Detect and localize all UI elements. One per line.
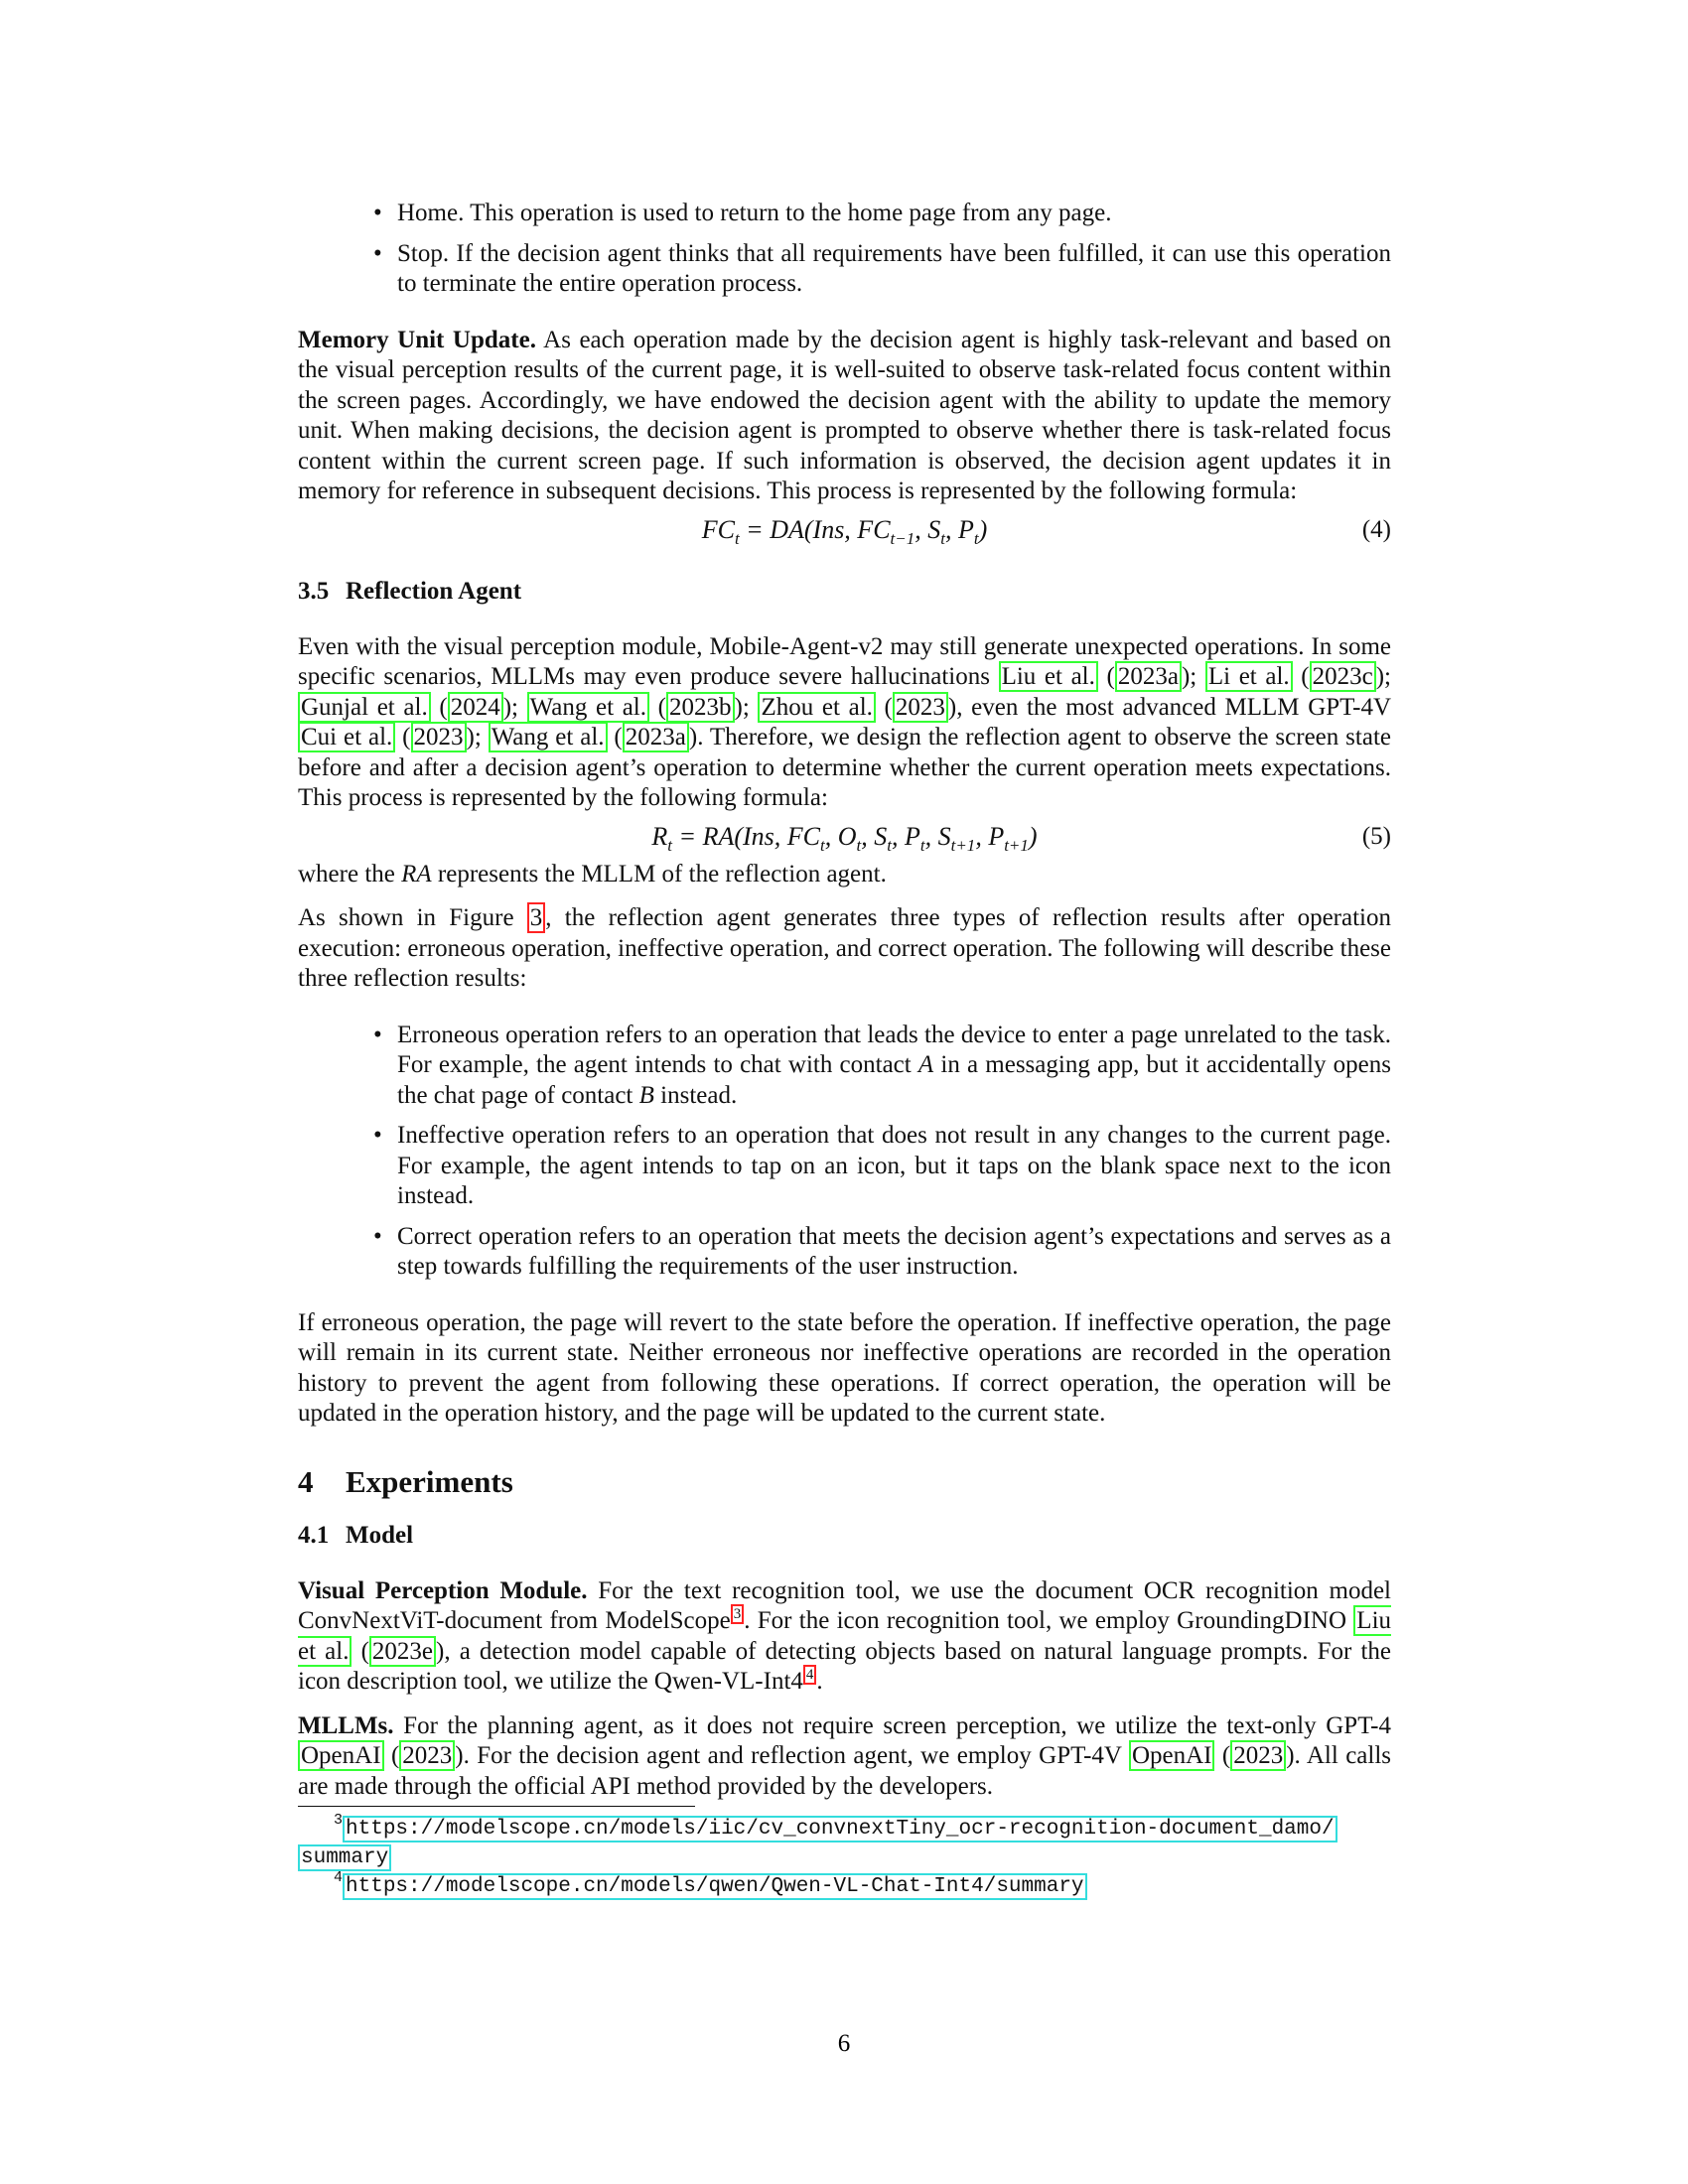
footnote-rule	[298, 1806, 695, 1807]
citation-link[interactable]: 2023a	[623, 722, 689, 752]
page-number: 6	[837, 2030, 851, 2057]
citation-link[interactable]: Liu et al.	[999, 661, 1098, 692]
citation-link[interactable]: Liu et al.	[298, 1607, 1392, 1665]
reflection-results-list	[298, 1021, 1391, 1283]
section-heading-4-1: 4.1 Model	[298, 1521, 414, 1549]
footnote-mark: 4	[334, 1869, 344, 1886]
list-item: • Home. This operation is used to return to the home page from any page.	[397, 199, 1391, 229]
citation-link[interactable]: Wang et al.	[527, 692, 649, 723]
reflection-paragraph: Even with the visual perception module, Mobile-Agent-v2 may still generate unexpected operations. In some specific scenarios, MLLMs may even produce severe hallucinations Liu et al. ( 2023a ); Li et al. ( 2023c ); Gunjal et al. ( 2024 ); Wang et al. ( 2023b ); Zhou et al. ( 2023 ), even the most advanced MLLM GPT-4V Cui et al. ( 2023 ); Wang et al. ( 2023a ). Therefore, we design the reflection agent to observe the screen state before and after a decision agent’s operation to determine whether the current operation meets expectations. This process is represented by the following formula:	[298, 632, 1392, 811]
paper-page	[298, 199, 1391, 1901]
citation-link[interactable]: 2023a	[1115, 661, 1182, 692]
citation-link[interactable]: OpenAI	[1129, 1740, 1215, 1771]
citation-link[interactable]: 2023	[399, 1740, 455, 1771]
citation-link[interactable]: 2023	[893, 692, 948, 723]
citation-link[interactable]: 2023	[411, 722, 467, 752]
citation-link[interactable]: Gunjal et al.	[298, 692, 431, 723]
citation-link[interactable]: 2023b	[666, 692, 735, 723]
citation-link[interactable]: Li et al.	[1205, 661, 1293, 692]
equation-5: $R_t = RA(Ins$, $FC_t$, $O_t$, $S_t$, $P_t$, $S_{t+1}$, $P_{t+1}$) (5)	[298, 814, 1391, 860]
figure-link[interactable]: 3	[527, 902, 546, 933]
paragraph-text: As each operation made by the decision agent is highly task-relevant and based on the visual perception results of the current page, it is well-suited to observe task-related focus content within the screen pages. Accordingly, we have endowed the decision agent with the ability to update the memory unit. When making decisions, the decision agent is prompted to observe whether there is task-related focus content within the current screen page. If such information is observed, the decision agent updates it in memory for reference in subsequent decisions. This process is represented by the following formula:	[298, 326, 1391, 504]
mllms-paragraph: MLLMs. For the planning agent, as it does not require screen perception, we utilize the text-only GPT-4 OpenAI ( 2023 ). For the decision agent and reflection agent, we employ GPT-4V OpenAI ( 2023 ). All calls are made through the official API method provided by the developers.	[298, 1711, 1392, 1800]
section-heading-3-5: 3.5 Reflection Agent	[298, 577, 522, 605]
paragraph-heading: MLLMs.	[298, 1711, 394, 1739]
citation-link[interactable]: OpenAI	[298, 1740, 384, 1771]
citation-link[interactable]: Cui et al.	[298, 722, 395, 752]
list-item: • Erroneous operation refers to an operation that leads the device to enter a page unrelated to the task. For example, the agent intends to chat with contact A in a messaging app, but it accidentally opens the chat page of contact B instead.	[397, 1021, 1391, 1112]
footnote-link[interactable]: 4	[803, 1665, 817, 1685]
vpm-paragraph: Visual Perception Module. For the text recognition tool, we use the document OCR recognition model ConvNextViT-document from ModelScope $^3$ . For the icon recognition tool, we employ GroundingDINO Liu et al. ( 2023e ), a detection model capable of detecting objects based on natural language prompts. For the icon description tool, we utilize the Qwen-VL-Int4 $^4$ .	[298, 1576, 1392, 1695]
where-paragraph: where the RA represents the MLLM of the reflection agent.	[298, 860, 887, 887]
citation-link[interactable]: 2023	[1230, 1740, 1286, 1771]
citation-link[interactable]: Zhou et al.	[758, 692, 875, 723]
paragraph-heading: Visual Perception Module.	[298, 1576, 588, 1604]
shown-paragraph: As shown in Figure 3 , the reflection agent generates three types of reflection results after operation execution: erroneous operation, ineffective operation, and correct operation. The following will describe these three reflection results:	[298, 904, 1391, 992]
list-item: • Ineffective operation refers to an operation that does not result in any changes to the current page. For example, the agent intends to tap on an icon, but it taps on the blank space next to the icon instead.	[397, 1121, 1391, 1212]
citation-link[interactable]: 2024	[448, 692, 503, 723]
footnote-url[interactable]: summary	[298, 1844, 391, 1871]
citation-link[interactable]: 2023c	[1310, 661, 1376, 692]
list-item: • Correct operation refers to an operation that meets the decision agent’s expectations and serves as a step towards fulfilling the requirements of the user instruction.	[397, 1222, 1391, 1283]
paragraph-heading: Memory Unit Update.	[298, 326, 536, 353]
citation-link[interactable]: 2023e	[369, 1636, 436, 1667]
footnote-4	[298, 1869, 1391, 1901]
footnote-url[interactable]: https://modelscope.cn/models/qwen/Qwen-VL-Chat-Int4/summary	[343, 1873, 1087, 1900]
erroneous-paragraph: If erroneous operation, the page will revert to the state before the operation. If ineffective operation, the page will remain in its current state. Neither erroneous nor ineffective operations are recorded in the operation history to prevent the agent from following these operations. If correct operation, the operation will be updated in the operation history, and the page will be updated to the current state.	[298, 1308, 1391, 1427]
list-item: • Stop. If the decision agent thinks that all requirements have been fulfilled, it can use this operation to terminate the entire operation process.	[397, 239, 1391, 300]
footnote-mark: 3	[334, 1812, 344, 1829]
footnote-url[interactable]: https://modelscope.cn/models/iic/cv_convnextTiny_ocr-recognition-document_damo/	[343, 1816, 1337, 1843]
equation-number: (5)	[1361, 822, 1391, 850]
footnote-link[interactable]: 3	[731, 1604, 745, 1624]
footnote-3	[298, 1812, 1391, 1872]
equation-number: (4)	[1361, 515, 1391, 543]
equation-4: $FC_t = DA(Ins$, $FC_{t-1}$, $S_t$, $P_t$) (4)	[298, 507, 1391, 553]
section-heading-4: 4 Experiments	[298, 1463, 513, 1499]
memory-paragraph	[298, 326, 1391, 507]
citation-link[interactable]: Wang et al.	[489, 722, 608, 752]
operation-list	[298, 199, 1391, 300]
